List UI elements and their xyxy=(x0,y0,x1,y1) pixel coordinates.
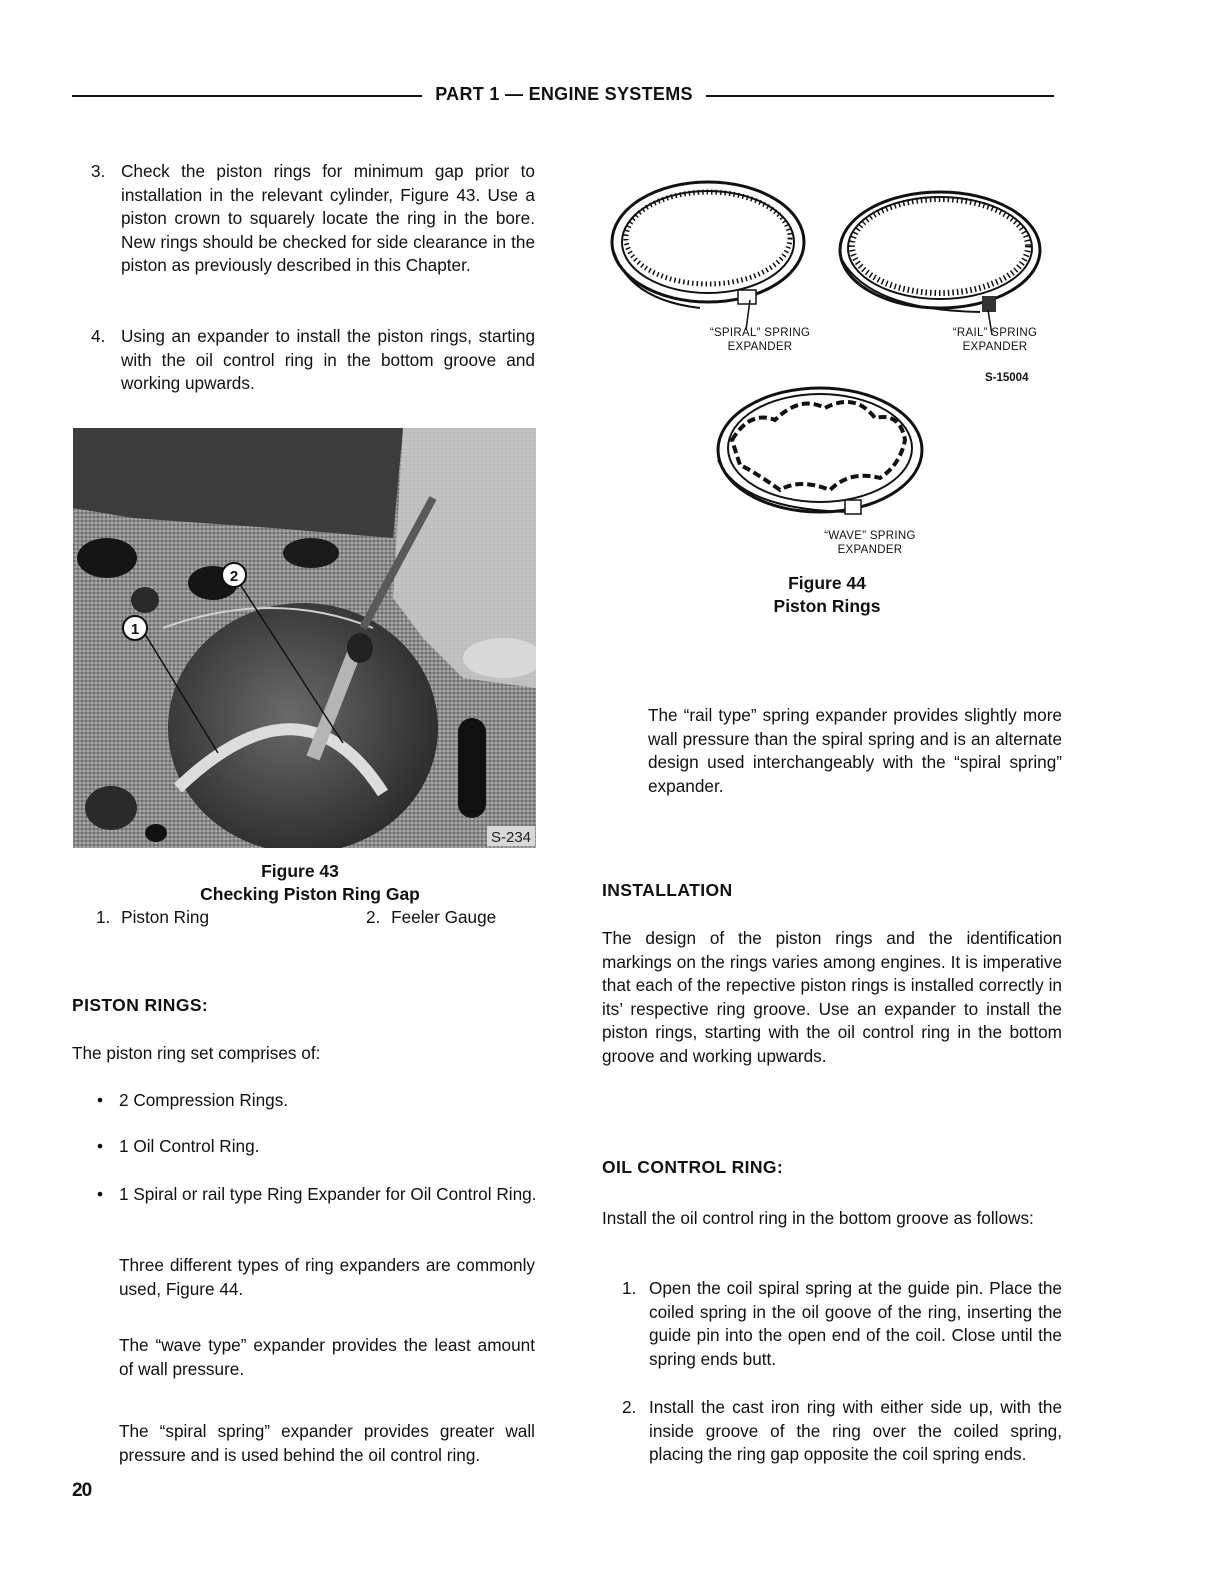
figure-43-subtitle: Checking Piston Ring Gap xyxy=(200,884,420,904)
header-rule-left xyxy=(72,95,424,97)
spiral-spring-paragraph: The “spiral spring” expander provides greater wall pressure and is used behind the oil control ring. xyxy=(119,1421,535,1465)
step-text: Using an expander to install the piston rings, starting with the oil control ring in the bottom groove and working upwards. xyxy=(121,326,535,394)
oil-control-ring-heading: OIL CONTROL RING: xyxy=(602,1157,784,1177)
bullet-text: 2 Compression Rings. xyxy=(119,1090,289,1110)
oil-control-ring-intro: Install the oil control ring in the bottom groove as follows: xyxy=(602,1208,1034,1228)
photo-code: S-234 xyxy=(490,829,532,846)
bullet-text: 1 Spiral or rail type Ring Expander for Oil Control Ring. xyxy=(119,1184,537,1204)
step-number: 1. xyxy=(622,1278,637,1298)
piston-rings-heading: PISTON RINGS: xyxy=(72,995,209,1015)
step-text: Open the coil spiral spring at the guide pin. Place the coiled spring in the oil goove of the ring, inserting the guide pin into the open end of the coil. Close until the spring ends butt. xyxy=(649,1278,1062,1369)
callout-2-label: 2 xyxy=(229,568,239,585)
expander-types-paragraph: Three different types of ring expanders are commonly used, Figure 44. xyxy=(119,1255,535,1299)
wave-label-line-2: EXPANDER xyxy=(837,544,903,556)
figure-44-code: S-15004 xyxy=(985,372,1029,384)
header-rule-right xyxy=(704,95,1054,97)
wave-label-line-1: “WAVE” SPRING xyxy=(824,530,916,542)
step-text: Install the cast iron ring with either side up, with the inside groove of the ring over the coiled spring, placing the ring gap opposite the coil spring ends. xyxy=(649,1397,1062,1465)
installation-heading: INSTALLATION xyxy=(602,880,733,900)
legend-number: 2. xyxy=(366,907,381,927)
piston-rings-intro: The piston ring set comprises of: xyxy=(72,1043,321,1063)
legend-number: 1. xyxy=(96,907,111,927)
wave-spring-ring-icon xyxy=(718,388,922,514)
bullet-text: 1 Oil Control Ring. xyxy=(119,1136,260,1156)
figure-43-legend-2 xyxy=(366,906,496,930)
engine-block-photo xyxy=(73,428,536,848)
figure-43-legend-1 xyxy=(96,906,209,930)
callout-1-marker xyxy=(123,616,147,640)
rail-label-line-2: EXPANDER xyxy=(962,341,1028,353)
header-title: PART 1 — ENGINE SYSTEMS xyxy=(422,84,706,105)
figure-43-title: Figure 43 xyxy=(261,861,339,881)
spiral-spring-label xyxy=(700,326,820,354)
installation-paragraph: The design of the piston rings and the identification markings on the rings varies among engines. It is imperative that each of the repective piston rings is installed correctly in its’ respective ring groove. Use an expander to install the piston rings, starting with the oil control ring in the bottom groove and working upwards. xyxy=(602,928,1062,1066)
rail-spring-label xyxy=(935,326,1055,354)
spiral-label-line-1: “SPIRAL” SPRING xyxy=(709,327,811,339)
bullet-dot-icon: • xyxy=(97,1184,104,1204)
legend-label: Piston Ring xyxy=(121,907,210,927)
figure-44-title: Figure 44 xyxy=(788,573,866,593)
spiral-label-line-2: EXPANDER xyxy=(727,341,793,353)
wave-spring-label xyxy=(810,529,930,557)
page-number: 20 xyxy=(72,1480,92,1501)
step-number: 2. xyxy=(622,1397,637,1417)
figure-43-photo xyxy=(73,428,536,848)
step-text: Check the piston rings for minimum gap prior to installation in the relevant cylinder, Figure 43. Use a piston crown to squarely locate the ring in the bore. New rings should be checked for side clearance in the piston as previously described in this Chapter. xyxy=(121,161,535,276)
spiral-spring-ring-icon xyxy=(612,182,804,330)
step-number: 3. xyxy=(91,161,106,181)
bullet-dot-icon: • xyxy=(97,1090,104,1110)
step-number: 4. xyxy=(91,326,106,346)
callout-2-marker xyxy=(222,563,246,587)
bullet-dot-icon: • xyxy=(97,1136,104,1156)
rail-type-paragraph: The “rail type” spring expander provides slightly more wall pressure than the spiral spring and is an alternate design used interchangeably with the “spiral spring” expander. xyxy=(648,705,1062,796)
legend-label: Feeler Gauge xyxy=(391,907,497,927)
rail-label-line-1: “RAIL” SPRING xyxy=(952,327,1038,339)
rail-spring-ring-icon xyxy=(840,192,1040,335)
figure-44-subtitle: Piston Rings xyxy=(773,596,881,616)
callout-1-label: 1 xyxy=(130,621,140,638)
wave-type-paragraph: The “wave type” expander provides the least amount of wall pressure. xyxy=(119,1335,535,1379)
